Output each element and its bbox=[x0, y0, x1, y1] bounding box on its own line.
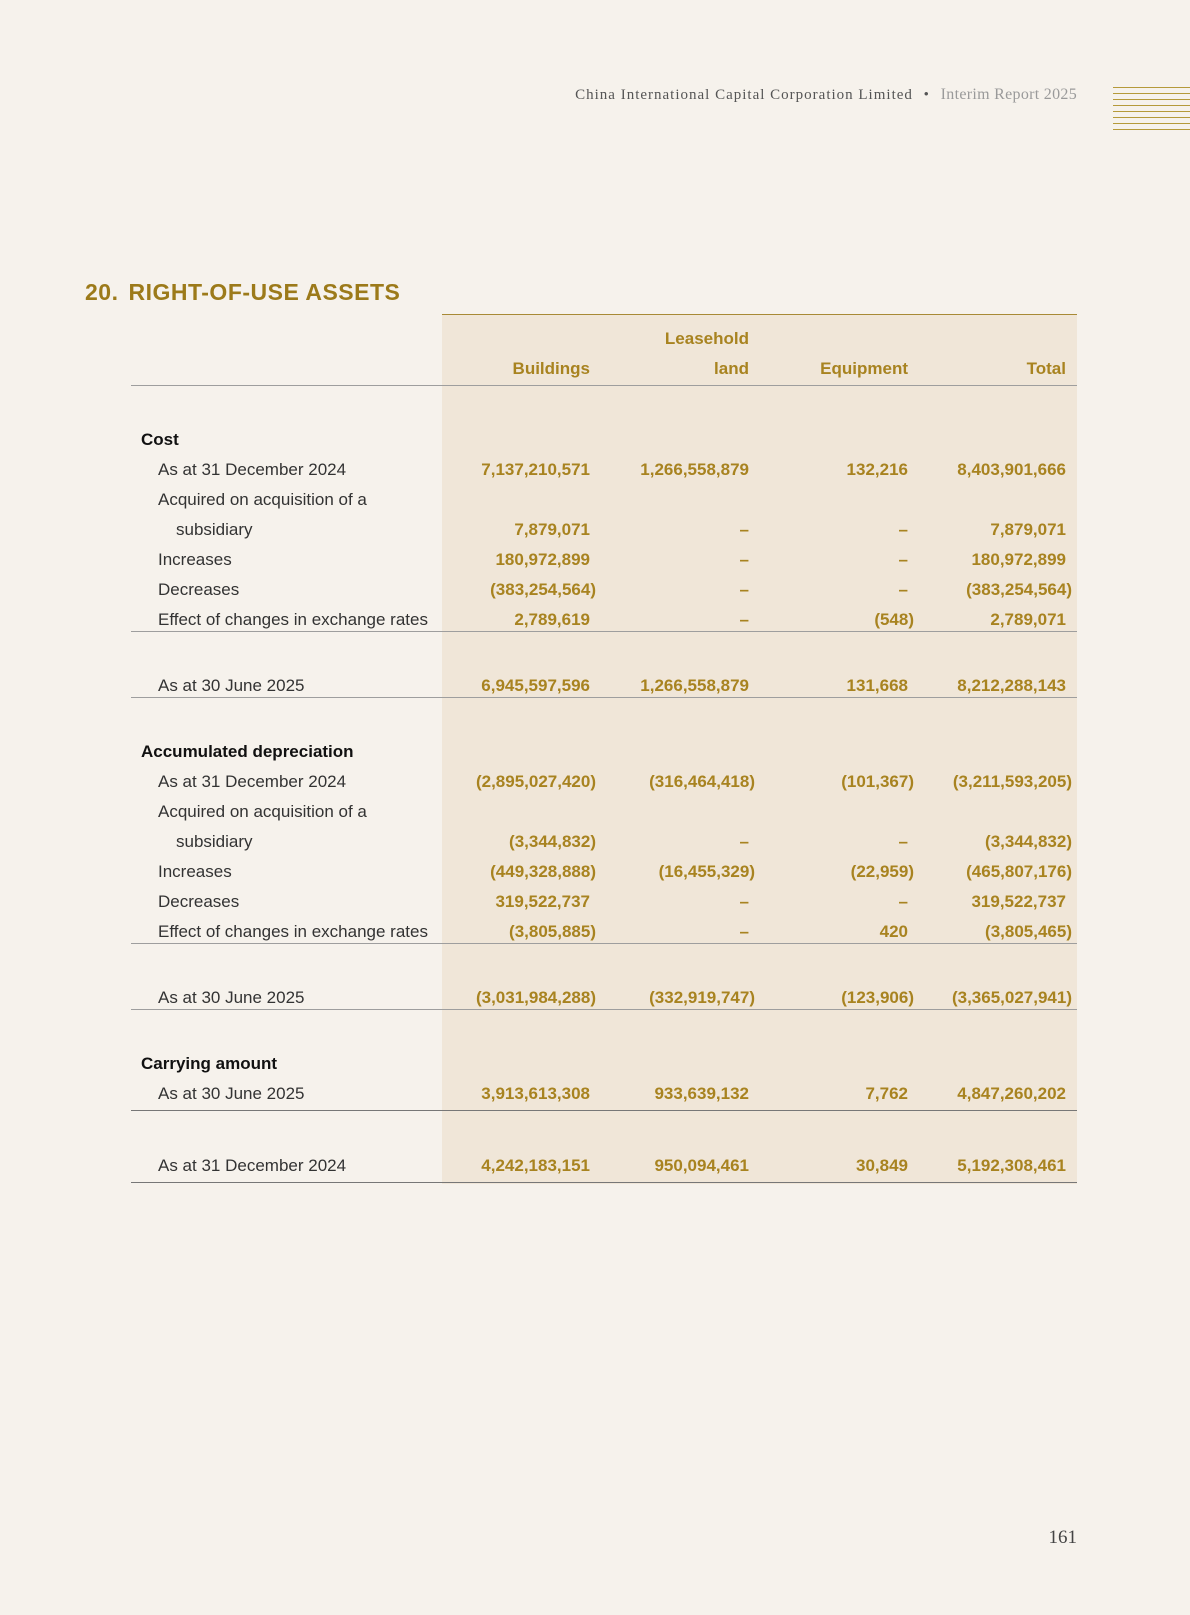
row-label: As at 30 June 2025 bbox=[158, 676, 305, 695]
decorative-lines bbox=[1113, 87, 1190, 135]
row-label: As at 31 December 2024 bbox=[158, 460, 347, 479]
company-name: China International Capital Corporation Limited bbox=[575, 87, 913, 103]
cell-equipment: (548) bbox=[874, 610, 914, 629]
cell-equipment: – bbox=[898, 550, 908, 569]
carrying-current-rule bbox=[131, 1110, 1077, 1111]
cell-leasehold: 933,639,132 bbox=[654, 1084, 749, 1103]
column-header-total: Total bbox=[1026, 359, 1066, 378]
cell-equipment: 132,216 bbox=[846, 460, 908, 479]
table-row bbox=[0, 575, 1190, 605]
carrying-heading: Carrying amount bbox=[141, 1054, 278, 1073]
table-row bbox=[0, 1049, 1190, 1079]
cell-equipment: 131,668 bbox=[846, 676, 908, 695]
depreciation-heading: Accumulated depreciation bbox=[141, 742, 354, 761]
cell-total: 180,972,899 bbox=[971, 550, 1066, 569]
cell-equipment: 30,849 bbox=[856, 1156, 908, 1175]
table-row bbox=[0, 455, 1190, 485]
cell-total: 2,789,071 bbox=[990, 610, 1066, 629]
table-row bbox=[0, 485, 1190, 515]
cell-leasehold: 1,266,558,879 bbox=[640, 460, 749, 479]
section-heading: RIGHT-OF-USE ASSETS bbox=[128, 279, 401, 305]
cell-buildings: (2,895,027,420) bbox=[475, 772, 596, 791]
cell-buildings: 180,972,899 bbox=[495, 550, 590, 569]
column-header-leasehold-line2: land bbox=[714, 359, 749, 378]
cell-total: (3,211,593,205) bbox=[952, 772, 1072, 791]
cell-total: (465,807,176) bbox=[966, 862, 1072, 881]
cell-buildings: (3,031,984,288) bbox=[475, 988, 596, 1007]
table-row bbox=[0, 983, 1190, 1013]
cell-buildings: (3,805,885) bbox=[509, 922, 596, 941]
row-label: Increases bbox=[158, 862, 232, 881]
cell-equipment: – bbox=[898, 580, 908, 599]
section-number: 20. bbox=[85, 279, 119, 305]
table-row bbox=[0, 917, 1190, 947]
cell-leasehold: – bbox=[739, 610, 749, 629]
cell-leasehold: (316,464,418) bbox=[649, 772, 755, 791]
table-row bbox=[0, 671, 1190, 701]
header-bottom-rule bbox=[131, 385, 1077, 386]
report-title: Interim Report 2025 bbox=[940, 86, 1077, 103]
cell-total: (3,805,465) bbox=[985, 922, 1072, 941]
table-top-rule bbox=[442, 314, 1077, 315]
row-label: As at 30 June 2025 bbox=[158, 1084, 305, 1103]
cell-equipment: (123,906) bbox=[841, 988, 914, 1007]
cell-buildings: (449,328,888) bbox=[490, 862, 596, 881]
cell-buildings: 3,913,613,308 bbox=[481, 1084, 590, 1103]
cell-equipment: 7,762 bbox=[865, 1084, 908, 1103]
table-row bbox=[0, 515, 1190, 545]
row-label: Acquired on acquisition of a bbox=[158, 490, 367, 509]
column-header-buildings: Buildings bbox=[512, 359, 590, 378]
section-title bbox=[85, 279, 400, 306]
cost-heading: Cost bbox=[141, 430, 179, 449]
table-row bbox=[0, 887, 1190, 917]
row-label: Effect of changes in exchange rates bbox=[158, 610, 428, 629]
table-row bbox=[0, 737, 1190, 767]
row-label-continued: subsidiary bbox=[176, 832, 253, 851]
row-label: Effect of changes in exchange rates bbox=[158, 922, 428, 941]
cell-buildings: 6,945,597,596 bbox=[481, 676, 590, 695]
cell-total: (383,254,564) bbox=[966, 580, 1072, 599]
cell-leasehold: 1,266,558,879 bbox=[640, 676, 749, 695]
cell-leasehold: (16,455,329) bbox=[658, 862, 755, 881]
cell-total: (3,344,832) bbox=[985, 832, 1072, 851]
cell-buildings: 4,242,183,151 bbox=[481, 1156, 590, 1175]
row-label: Decreases bbox=[158, 580, 240, 599]
cell-equipment: 420 bbox=[879, 922, 908, 941]
cell-equipment: (101,367) bbox=[841, 772, 914, 791]
cell-leasehold: 950,094,461 bbox=[654, 1156, 749, 1175]
table-row bbox=[0, 767, 1190, 797]
table-row bbox=[0, 425, 1190, 455]
table-row bbox=[0, 1079, 1190, 1109]
cell-leasehold: – bbox=[739, 550, 749, 569]
cell-total: (3,365,027,941) bbox=[951, 988, 1072, 1007]
table-bottom-rule bbox=[131, 1182, 1077, 1183]
row-label-continued: subsidiary bbox=[176, 520, 253, 539]
cell-total: 7,879,071 bbox=[990, 520, 1066, 539]
cell-leasehold: – bbox=[739, 520, 749, 539]
cell-equipment: – bbox=[898, 520, 908, 539]
cell-buildings: 2,789,619 bbox=[514, 610, 590, 629]
table-row bbox=[0, 1151, 1190, 1181]
row-label: As at 30 June 2025 bbox=[158, 988, 305, 1007]
cell-buildings: 7,879,071 bbox=[514, 520, 590, 539]
table-row bbox=[0, 857, 1190, 887]
cell-leasehold: – bbox=[739, 832, 749, 851]
table-row bbox=[0, 545, 1190, 575]
cell-buildings: 7,137,210,571 bbox=[481, 460, 590, 479]
row-label: As at 31 December 2024 bbox=[158, 1156, 347, 1175]
cell-total: 4,847,260,202 bbox=[957, 1084, 1066, 1103]
cell-equipment: – bbox=[898, 892, 908, 911]
cell-leasehold: – bbox=[739, 922, 749, 941]
cell-total: 8,403,901,666 bbox=[957, 460, 1066, 479]
cell-buildings: (383,254,564) bbox=[490, 580, 596, 599]
row-label: Decreases bbox=[158, 892, 240, 911]
column-header-equipment: Equipment bbox=[820, 359, 908, 378]
cell-equipment: (22,959) bbox=[850, 862, 914, 881]
cell-total: 319,522,737 bbox=[971, 892, 1066, 911]
cell-leasehold: (332,919,747) bbox=[649, 988, 755, 1007]
header-bullet: • bbox=[923, 87, 930, 103]
table-row bbox=[0, 827, 1190, 857]
row-label: As at 31 December 2024 bbox=[158, 772, 347, 791]
row-label: Increases bbox=[158, 550, 232, 569]
cell-leasehold: – bbox=[739, 892, 749, 911]
table-row bbox=[0, 797, 1190, 827]
cell-buildings: (3,344,832) bbox=[509, 832, 596, 851]
cell-equipment: – bbox=[898, 832, 908, 851]
row-label: Acquired on acquisition of a bbox=[158, 802, 367, 821]
page-number: 161 bbox=[1048, 1527, 1077, 1548]
cell-total: 5,192,308,461 bbox=[957, 1156, 1066, 1175]
column-header-leasehold-line1: Leasehold bbox=[664, 329, 749, 348]
cell-buildings: 319,522,737 bbox=[495, 892, 590, 911]
running-header bbox=[575, 86, 1077, 104]
cell-leasehold: – bbox=[739, 580, 749, 599]
cell-total: 8,212,288,143 bbox=[957, 676, 1066, 695]
table-row bbox=[0, 605, 1190, 635]
